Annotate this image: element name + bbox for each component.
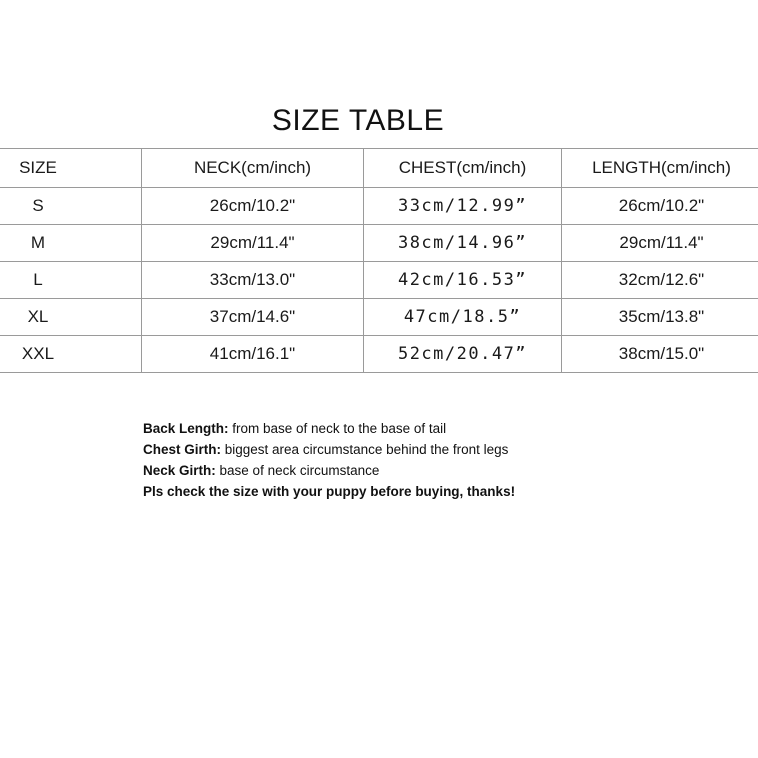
advice-text: Pls check the size with your puppy before buying, thanks! xyxy=(143,484,516,499)
measurement-notes xyxy=(143,418,515,502)
note-neck-girth xyxy=(143,460,515,481)
cell-length: 32cm/12.6" xyxy=(562,262,758,299)
cell-neck: 33cm/13.0" xyxy=(142,262,364,299)
header-neck: NECK(cm/inch) xyxy=(142,149,364,188)
cell-size: M xyxy=(0,225,142,262)
cell-chest: 33cm/12.99” xyxy=(364,188,562,225)
cell-chest: 42cm/16.53” xyxy=(364,262,562,299)
cell-chest: 38cm/14.96” xyxy=(364,225,562,262)
note-label: Back Length: xyxy=(143,421,229,436)
note-text: from base of neck to the base of tail xyxy=(228,421,447,436)
header-chest: CHEST(cm/inch) xyxy=(364,149,562,188)
cell-chest: 52cm/20.47” xyxy=(364,336,562,373)
cell-neck: 41cm/16.1" xyxy=(142,336,364,373)
table-row xyxy=(0,188,758,225)
header-size: SIZE xyxy=(0,149,142,188)
table-row xyxy=(0,336,758,373)
cell-chest: 47cm/18.5” xyxy=(364,299,562,336)
note-text: biggest area circumstance behind the front legs xyxy=(221,442,509,457)
cell-neck: 29cm/11.4" xyxy=(142,225,364,262)
cell-length: 35cm/13.8" xyxy=(562,299,758,336)
cell-size: S xyxy=(0,188,142,225)
note-advice xyxy=(143,481,515,502)
cell-size: L xyxy=(0,262,142,299)
cell-neck: 26cm/10.2" xyxy=(142,188,364,225)
size-table xyxy=(0,148,758,373)
table-header-row xyxy=(0,149,758,188)
table-row xyxy=(0,262,758,299)
note-back-length xyxy=(143,418,515,439)
page-title: SIZE TABLE xyxy=(271,104,445,137)
table-row xyxy=(0,225,758,262)
cell-length: 29cm/11.4" xyxy=(562,225,758,262)
note-label: Neck Girth: xyxy=(143,463,216,478)
header-length: LENGTH(cm/inch) xyxy=(562,149,758,188)
cell-length: 26cm/10.2" xyxy=(562,188,758,225)
table-row xyxy=(0,299,758,336)
note-text: base of neck circumstance xyxy=(215,463,380,478)
note-label: Chest Girth: xyxy=(143,442,222,457)
cell-size: XXL xyxy=(0,336,142,373)
note-chest-girth xyxy=(143,439,515,460)
cell-length: 38cm/15.0" xyxy=(562,336,758,373)
cell-neck: 37cm/14.6" xyxy=(142,299,364,336)
cell-size: XL xyxy=(0,299,142,336)
